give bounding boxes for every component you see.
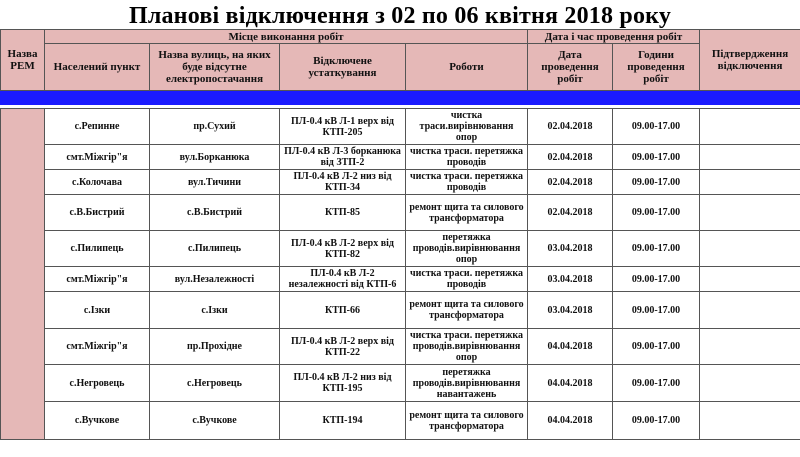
works-cell: перетяжка проводів.вирівнювання опор (406, 231, 528, 267)
header-confirm: Підтвердження відключення (700, 30, 800, 91)
confirm-cell (700, 195, 800, 231)
settlement-cell: с.Репинне (45, 109, 150, 145)
works-cell: чистка траси. перетяжка проводів (406, 267, 528, 292)
table-row (1, 267, 800, 292)
street-cell: с.Пилипець (150, 231, 280, 267)
hours-cell: 09.00-17.00 (613, 195, 700, 231)
date-cell: 02.04.2018 (528, 145, 613, 170)
settlement-cell: с.Вучкове (45, 402, 150, 440)
confirm-cell (700, 292, 800, 329)
table-row (1, 365, 800, 402)
date-cell: 02.04.2018 (528, 109, 613, 145)
table-row (1, 145, 800, 170)
date-cell: 03.04.2018 (528, 292, 613, 329)
table-row (1, 402, 800, 440)
hours-cell: 09.00-17.00 (613, 365, 700, 402)
date-cell: 03.04.2018 (528, 267, 613, 292)
confirm-cell (700, 231, 800, 267)
table-row (1, 170, 800, 195)
street-cell: вул.Тичини (150, 170, 280, 195)
header-date-group: Дата і час проведення робіт (528, 30, 700, 44)
confirm-cell (700, 145, 800, 170)
street-cell: вул.Борканюка (150, 145, 280, 170)
street-cell: вул.Незалежності (150, 267, 280, 292)
settlement-cell: смт.Міжгір"я (45, 145, 150, 170)
settlement-cell: с.Ізки (45, 292, 150, 329)
street-cell: пр.Сухий (150, 109, 280, 145)
works-cell: ремонт щита та силового трансформатора (406, 402, 528, 440)
header-rem: Назва РЕМ (1, 30, 45, 91)
date-cell: 03.04.2018 (528, 231, 613, 267)
header-settlement: Населений пункт (45, 44, 150, 91)
date-cell: 02.04.2018 (528, 195, 613, 231)
street-cell: с.В.Бистрий (150, 195, 280, 231)
equipment-cell: ПЛ-0.4 кВ Л-2 верх від КТП-82 (280, 231, 406, 267)
equipment-cell: ПЛ-0.4 кВ Л-2 верх від КТП-22 (280, 329, 406, 365)
rem-cell (1, 109, 45, 440)
street-cell: с.Вучкове (150, 402, 280, 440)
date-cell: 04.04.2018 (528, 365, 613, 402)
date-cell: 04.04.2018 (528, 329, 613, 365)
settlement-cell: с.В.Бистрий (45, 195, 150, 231)
confirm-cell (700, 402, 800, 440)
confirm-cell (700, 170, 800, 195)
header-place-group: Місце виконання робіт (45, 30, 528, 44)
works-cell: чистка траси. перетяжка проводів (406, 145, 528, 170)
table-row (1, 195, 800, 231)
street-cell: пр.Прохідне (150, 329, 280, 365)
equipment-cell: КТП-194 (280, 402, 406, 440)
header-date: Дата проведення робіт (528, 44, 613, 91)
outage-table (0, 29, 800, 440)
header-equipment: Відключене устаткування (280, 44, 406, 91)
table-row (1, 292, 800, 329)
confirm-cell (700, 365, 800, 402)
header-streets: Назва вулиць, на яких буде відсутне електропостачання (150, 44, 280, 91)
street-cell: с.Негровець (150, 365, 280, 402)
street-cell: с.Ізки (150, 292, 280, 329)
settlement-cell: смт.Міжгір"я (45, 267, 150, 292)
table-row (1, 329, 800, 365)
works-cell: чистка траси. перетяжка проводів.вирівнювання опор (406, 329, 528, 365)
equipment-cell: ПЛ-0.4 кВ Л-3 борканюка від ЗТП-2 (280, 145, 406, 170)
equipment-cell: ПЛ-0.4 кВ Л-2 низ від КТП-34 (280, 170, 406, 195)
hours-cell: 09.00-17.00 (613, 231, 700, 267)
date-cell: 04.04.2018 (528, 402, 613, 440)
table-row (1, 109, 800, 145)
confirm-cell (700, 109, 800, 145)
works-cell: ремонт щита та силового трансформатора (406, 292, 528, 329)
equipment-cell: ПЛ-0.4 кВ Л-2 незалежності від КТП-6 (280, 267, 406, 292)
header-row-bottom (1, 44, 800, 91)
page-title: Планові відключення з 02 по 06 квітня 2018 року (128, 3, 672, 29)
hours-cell: 09.00-17.00 (613, 267, 700, 292)
equipment-cell: КТП-66 (280, 292, 406, 329)
equipment-cell: ПЛ-0.4 кВ Л-1 верх від КТП-205 (280, 109, 406, 145)
works-cell: ремонт щита та силового трансформатора (406, 195, 528, 231)
settlement-cell: с.Пилипець (45, 231, 150, 267)
confirm-cell (700, 329, 800, 365)
hours-cell: 09.00-17.00 (613, 145, 700, 170)
equipment-cell: ПЛ-0.4 кВ Л-2 низ від КТП-195 (280, 365, 406, 402)
blue-separator-band (1, 91, 800, 105)
settlement-cell: с.Колочава (45, 170, 150, 195)
settlement-cell: с.Негровець (45, 365, 150, 402)
works-cell: чистка траси.вирівнювання опор (406, 109, 528, 145)
header-works: Роботи (406, 44, 528, 91)
hours-cell: 09.00-17.00 (613, 292, 700, 329)
hours-cell: 09.00-17.00 (613, 109, 700, 145)
works-cell: чистка траси. перетяжка проводів (406, 170, 528, 195)
date-cell: 02.04.2018 (528, 170, 613, 195)
hours-cell: 09.00-17.00 (613, 329, 700, 365)
hours-cell: 09.00-17.00 (613, 402, 700, 440)
confirm-cell (700, 267, 800, 292)
hours-cell: 09.00-17.00 (613, 170, 700, 195)
table-row (1, 231, 800, 267)
works-cell: перетяжка проводів.вирівнювання навантажень (406, 365, 528, 402)
equipment-cell: КТП-85 (280, 195, 406, 231)
header-hours: Години проведення робіт (613, 44, 700, 91)
header-row-top (1, 30, 800, 44)
settlement-cell: смт.Міжгір"я (45, 329, 150, 365)
